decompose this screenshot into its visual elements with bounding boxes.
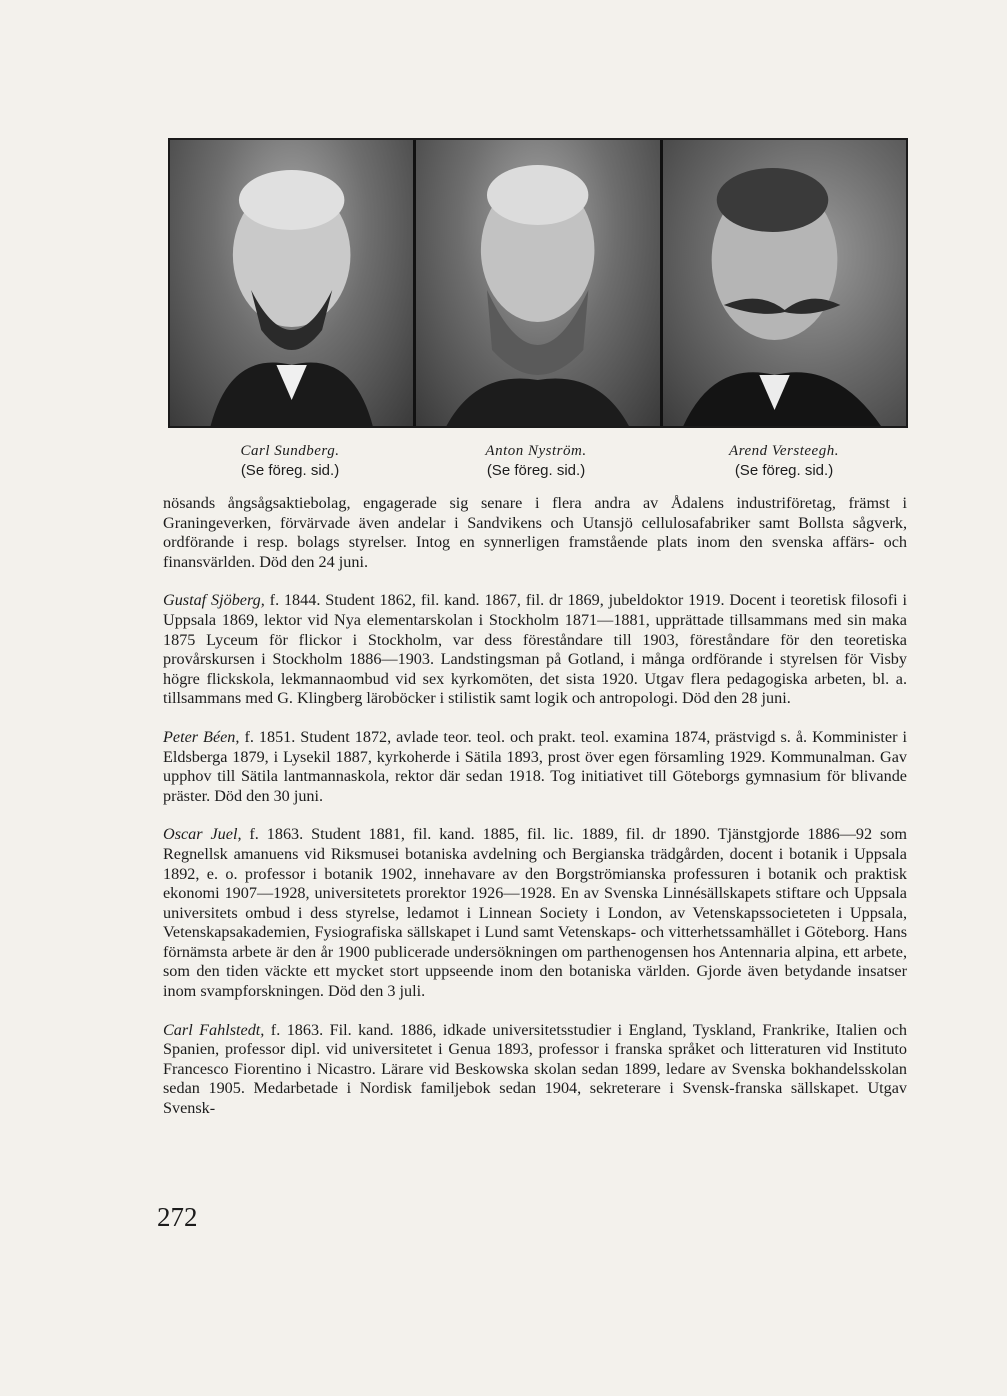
person-name: Gustaf Sjöberg,	[163, 591, 265, 610]
paragraph-oscar-juel	[163, 825, 907, 1001]
portrait-strip	[168, 138, 908, 428]
person-name: Peter Béen,	[163, 727, 240, 746]
portrait-photo-icon	[170, 140, 413, 426]
caption-anton-nystrom	[416, 442, 656, 480]
person-name: Oscar Juel,	[163, 825, 242, 844]
caption-reference: (Se föreg. sid.)	[734, 462, 834, 479]
portrait-carl-sundberg	[170, 140, 413, 426]
paragraph-text: f. 1851. Student 1872, avlade teor. teol. och prakt. teol. examina 1874, prästvigd s. å. Komminister i Eldsberga 1879, i Lysekil 1887, kyrkoherde i Sätila 1893, prost över egen församling 1929. Kommunalman. Gav upphov till Sätila lantmannaskola, rektor där sedan 1918. Tog initiativet till Göteborgs gymnasium för blivande präster. Död den 30 juni.	[163, 727, 908, 805]
paragraph-text: nösands ångsågsaktiebolag, engagerade sig senare i flera andra av Ådalens industriföretag, främst i Graningeverken, förvärvade även andelar i Sandvikens och Utansjö cellulosafabriker samt Bollsta sågverk, ordförande i resp. bolags styrelser. Intog en synnerligen framstående plats inom den svenska affärs- och finansvärlden. Död den 24 juni.	[163, 494, 907, 571]
portrait-photo-icon	[663, 140, 906, 426]
caption-reference: (Se föreg. sid.)	[240, 462, 340, 479]
body-text	[163, 494, 907, 1138]
paragraph-gustaf-sjoberg	[163, 591, 907, 709]
page-number: 272	[157, 1202, 198, 1232]
paragraph-text: f. 1844. Student 1862, fil. kand. 1867, fil. dr 1869, jubeldoktor 1919. Docent i teoretisk filosofi i Uppsala 1869, lektor vid Nya elementarskolan i Stockholm 1871—1881, upprättade tillsammans med sin maka 1875 Lyceum för flickor i Stockholm, var dess föreståndare till 1903, föreståndare för den teoretiska provårskursen i Stockholm 1886—1903. Landstingsman på Gotland, i många ordförande i styrelsen för Visby högre flickskola, lekmannaombud vid sex kyrkomöten, det sista 1920. Utgav flera pedagogiska arbeten, bl. a. tillsammans med G. Klingberg läroböcker i stilistik samt logik och antropologi. Död den 28 juni.	[163, 591, 907, 708]
paragraph-peter-been	[163, 728, 907, 806]
caption-name: Carl Sundberg.	[240, 443, 340, 459]
portrait-anton-nystrom	[416, 140, 659, 426]
paragraph-text: f. 1863. Student 1881, fil. kand. 1885, fil. lic. 1889, fil. dr 1890. Tjänstgjorde 1886—92 som Regnellsk amanuens vid Riksmusei botaniska avdelning och Bergianska trädgården, docent i botanik i Uppsala 1892, e. o. professor i botanik 1902, innehavare av den Borgströmianska professuren i botanik och praktisk ekonomi 1907—1928, universitetets prorektor 1926—1928. En av Svenska Linnésällskapets stiftare och Uppsala universitets ombud i dess styrelse, ledamot i Linnean Society i London, av Vetenskapssocieteten i Uppsala, Vetenskapsakademien, Fysiografiska sällskapet i Lund samt Vetenskaps- och vitterhetssamhället i Göteborg. Hans förnämsta arbete är den år 1900 publicerade undersökningen om parthenogensen hos Antennaria alpina, ett arbete, som den tiden väckte ett mycket stort uppseende inom den botaniska världen. Gjorde även betydande insatser inom svampforskningen. Död den 3 juli.	[163, 825, 907, 1001]
caption-name: Anton Nyström.	[485, 443, 587, 459]
person-name: Carl Fahlstedt,	[163, 1020, 265, 1039]
paragraph-text: f. 1863. Fil. kand. 1886, idkade universitetsstudier i England, Tyskland, Frankrike, Italien och Spanien, professor dipl. vid universitetet i Genua 1893, professor i franska språket och litteraturen vid Instituto Francesco Fiorentino i Nicastro. Lärare vid Beskowska skolan sedan 1899, ledare av Svenska bokhandelsskolan sedan 1905. Medarbetade i Nordisk familjebok sedan 1904, sekreterare i Svensk-franska sällskapet. Utgav Svensk-	[163, 1020, 907, 1118]
caption-name: Arend Versteegh.	[729, 443, 839, 459]
portrait-arend-versteegh	[663, 140, 906, 426]
caption-reference: (Se föreg. sid.)	[486, 462, 586, 479]
caption-carl-sundberg	[170, 442, 410, 480]
paragraph-carl-fahlstedt	[163, 1021, 907, 1119]
portrait-photo-icon	[416, 140, 659, 426]
caption-arend-versteegh	[664, 442, 904, 480]
paragraph-continued	[163, 494, 907, 572]
